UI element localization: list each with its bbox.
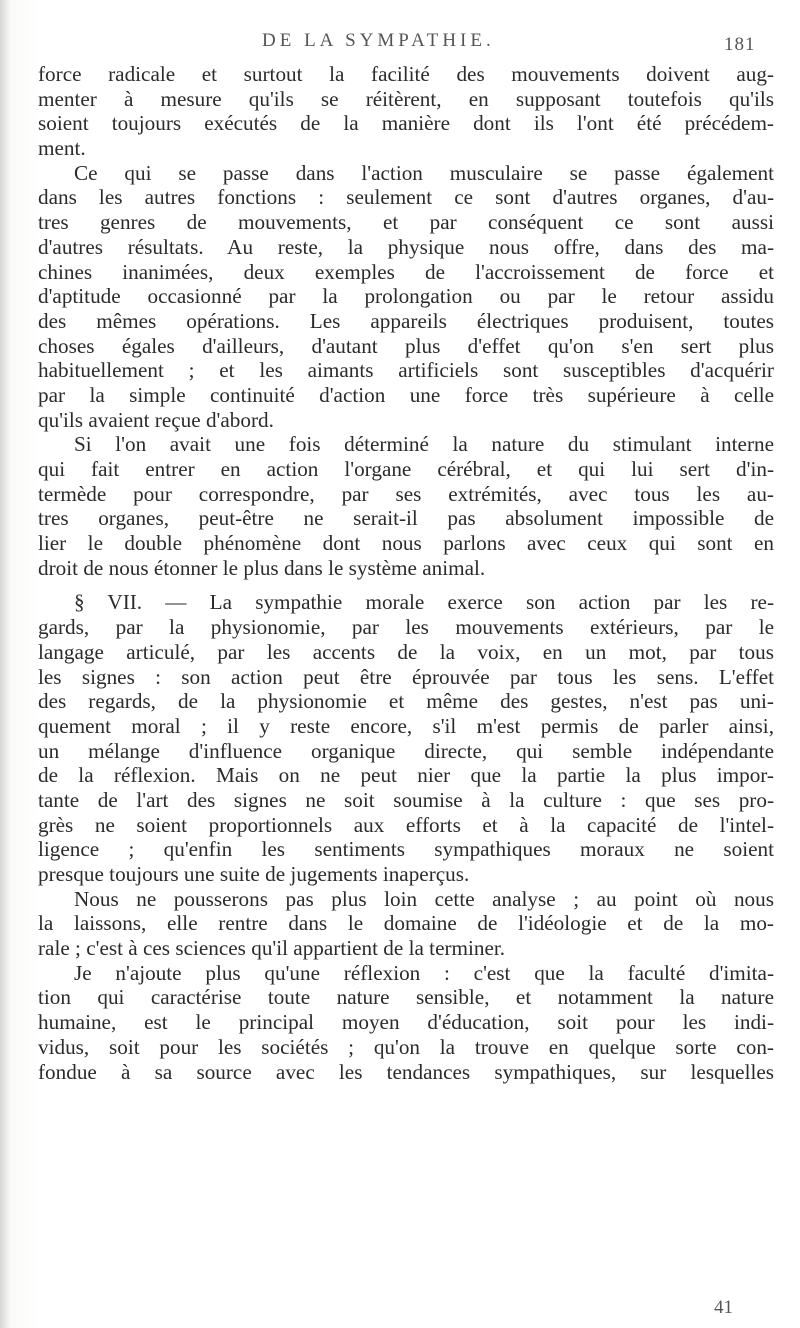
text-line: soient toujours exécutés de la manière dont ils l'ont été précédem-: [38, 111, 774, 136]
text-line: tion qui caractérise toute nature sensible, et notamment la nature: [38, 985, 774, 1010]
text-line: fondue à sa source avec les tendances sympathiques, sur lesquelles: [38, 1059, 774, 1084]
text-line: humaine, est le principal moyen d'éducation, soit pour les indi-: [38, 1010, 774, 1035]
gutter-shadow: [0, 0, 10, 1328]
text-line: la laissons, elle rentre dans le domaine de l'idéologie et de la mo-: [38, 911, 774, 936]
text-line: Je n'ajoute plus qu'une réflexion : c'est que la faculté d'imita-: [74, 960, 774, 985]
text-line: menter à mesure qu'ils se réitèrent, en supposant toutefois qu'ils: [38, 86, 774, 111]
text-line: par la simple continuité d'action une force très supérieure à celle: [38, 382, 774, 407]
text-line: d'aptitude occasionné par la prolongation ou par le retour assidu: [38, 284, 774, 309]
text-line: ligence ; qu'enfin les sentiments sympathiques moraux ne soient: [38, 837, 774, 862]
paragraph: [38, 432, 774, 580]
text-line: lier le double phénomène dont nous parlons avec ceux qui sont en: [38, 531, 774, 556]
text-line: choses égales d'ailleurs, d'autant plus d'effet qu'on s'en sert plus: [38, 333, 774, 358]
text-line: droit de nous étonner le plus dans le système animal.: [38, 555, 486, 580]
body-text: [38, 62, 774, 1084]
text-line: habituellement ; et les aimants artificiels sont susceptibles d'acquérir: [38, 358, 774, 383]
paragraph: [38, 590, 774, 886]
text-line: qu'ils avaient reçue d'abord.: [38, 407, 274, 432]
text-line: dans les autres fonctions : seulement ce sont d'autres organes, d'au-: [38, 185, 774, 210]
text-line: gards, par la physionomie, par les mouvements extérieurs, par le: [38, 615, 774, 640]
paragraph: [38, 887, 774, 961]
text-line: langage articulé, par les accents de la voix, en un mot, par tous: [38, 639, 774, 664]
text-line: Ce qui se passe dans l'action musculaire se passe également: [74, 160, 774, 185]
text-line: qui fait entrer en action l'organe cérébral, et qui lui sert d'in-: [38, 457, 774, 481]
text-line: quement moral ; il y reste encore, s'il m'est permis de parler ainsi,: [38, 713, 774, 738]
text-line: force radicale et surtout la facilité des mouvements doivent aug-: [38, 62, 774, 86]
paragraph: [38, 161, 774, 433]
signature-mark: 41: [714, 1297, 733, 1318]
text-line: d'autres résultats. Au reste, la physique nous offre, dans des ma-: [38, 234, 774, 259]
page-number: 181: [724, 34, 756, 55]
text-line: de la réflexion. Mais on ne peut nier que la partie la plus impor-: [38, 763, 774, 788]
running-head: DE LA SYMPATHIE.: [262, 30, 495, 51]
text-line: ment.: [38, 136, 86, 161]
text-line: les signes : son action peut être éprouvée par tous les sens. L'effet: [38, 664, 774, 689]
text-line: tres organes, peut-être ne serait-il pas absolument impossible de: [38, 506, 774, 531]
text-line: Si l'on avait une fois déterminé la nature du stimulant interne: [74, 432, 774, 457]
text-line: § VII. — La sympathie morale exerce son action par les re-: [74, 590, 774, 615]
text-line: grès ne soient proportionnels aux efforts et à la capacité de l'intel-: [38, 812, 774, 837]
text-line: des regards, de la physionomie et même des gestes, n'est pas uni-: [38, 689, 774, 714]
text-line: des mêmes opérations. Les appareils électriques produisent, toutes: [38, 308, 774, 333]
paragraph: [38, 62, 774, 161]
text-line: chines inanimées, deux exemples de l'accroissement de force et: [38, 259, 774, 284]
text-line: termède pour correspondre, par ses extrémités, avec tous les au-: [38, 481, 774, 506]
text-line: rale ; c'est à ces sciences qu'il appartient de la terminer.: [38, 936, 506, 961]
text-line: presque toujours une suite de jugements inaperçus.: [38, 862, 470, 886]
text-line: un mélange d'influence organique directe, qui semble indépendante: [38, 738, 774, 763]
text-line: Nous ne pousserons pas plus loin cette analyse ; au point où nous: [74, 886, 774, 911]
text-line: vidus, soit pour les sociétés ; qu'on la trouve en quelque sorte con-: [38, 1034, 774, 1059]
text-line: tres genres de mouvements, et par conséquent ce sont aussi: [38, 210, 774, 235]
text-line: tante de l'art des signes ne soit soumise à la culture : que ses pro-: [38, 787, 774, 812]
paragraph: [38, 961, 774, 1084]
section-gap: [38, 580, 774, 590]
